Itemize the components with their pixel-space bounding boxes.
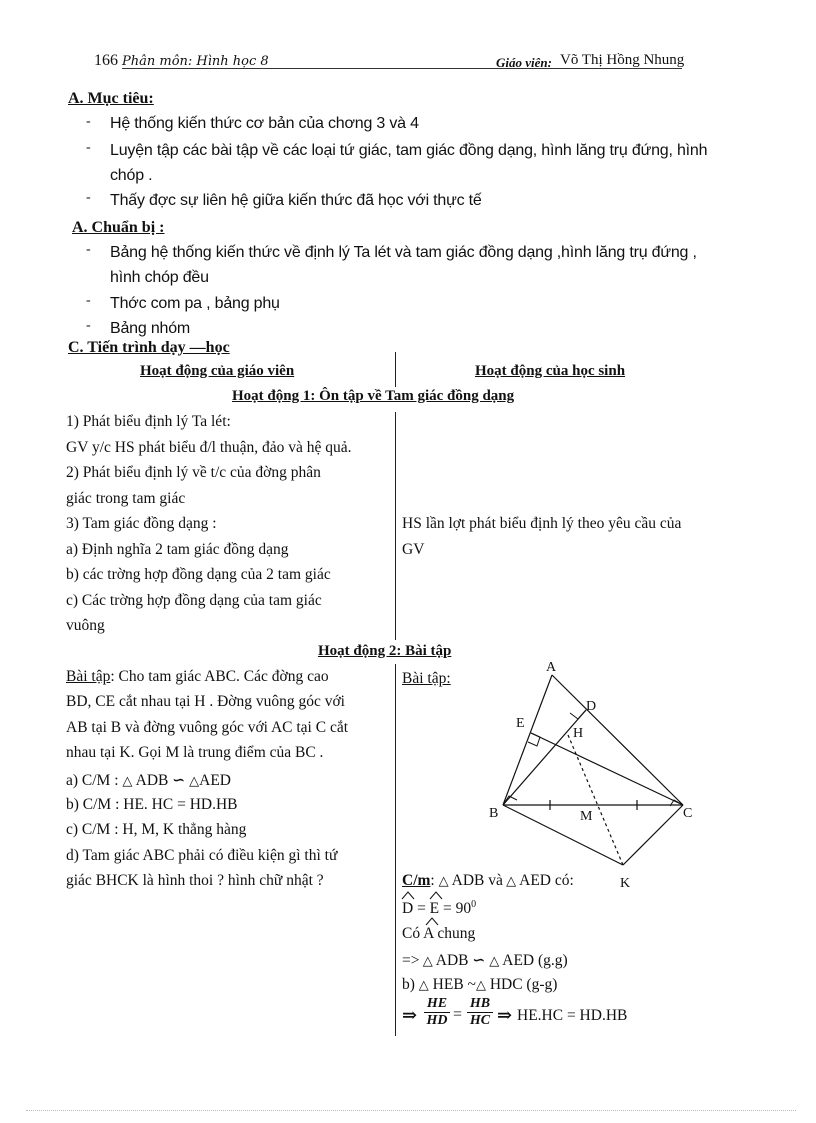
review-line: giác trong tam giác	[66, 490, 186, 507]
part-a-prefix: a) C/M :	[66, 772, 123, 789]
bullet-dash: -	[86, 190, 91, 205]
prep-2: Thớc com pa , bảng phụ	[110, 295, 280, 312]
triangle-symbol: △	[122, 773, 136, 788]
objective-2-cont: chóp .	[110, 167, 153, 184]
activity-2-title: Hoạt động 2: Bài tập	[318, 643, 452, 659]
review-line: c) Các trờng hợp đồng dạng của tam giác	[66, 592, 322, 609]
perp-ck	[623, 805, 683, 865]
exercise-line: AB tại B và đờng vuông góc với AC tại C cắt	[66, 719, 349, 736]
triangle-name: ADB	[135, 772, 169, 789]
section-a-title: A. Mục tiêu:	[68, 90, 154, 107]
solution-line-4	[402, 950, 568, 970]
teacher-label: Giáo viên:	[496, 55, 552, 70]
activity-1-title: Hoạt động 1: Ôn tập về Tam giác đồng dạng	[232, 388, 515, 404]
exercise-line: BD, CE cắt nhau tại H . Đờng vuông góc với	[66, 693, 345, 710]
review-line: 2) Phát biểu định lý về t/c của đờng phân	[66, 464, 321, 481]
label-h: H	[573, 726, 584, 741]
triangle-name: ADB và	[448, 872, 503, 889]
column-divider	[395, 352, 396, 387]
right-angle-mark	[570, 710, 586, 719]
label-c: C	[683, 806, 693, 821]
label-a: A	[546, 660, 557, 675]
similar-symbol: ∽	[468, 952, 490, 969]
triangle-name: HDC (g-g)	[485, 976, 558, 993]
degree-sup: 0	[471, 899, 477, 910]
prep-1: Bảng hệ thống kiến thức về định lý Ta lét và tam giác đồng dạng ,hình lăng trụ đứng ,	[110, 244, 697, 261]
triangle-symbol: △	[438, 873, 449, 888]
implies-arrow: ⇒	[402, 1005, 418, 1025]
part-d: d) Tam giác ABC phải có điều kiện gì thì tứ	[66, 847, 338, 864]
section-b-title: A. Chuẩn bị :	[72, 219, 165, 236]
triangle-symbol: △	[489, 953, 500, 968]
part-d-cont: giác BHCK là hình thoi ? hình chữ nhật ?	[66, 872, 324, 889]
side-ac	[552, 675, 683, 805]
label-m: M	[580, 809, 593, 824]
triangle-name: ADB	[432, 952, 469, 969]
frac-num: HB	[467, 996, 493, 1013]
teacher-column-header: Hoạt động của giáo viên	[140, 363, 295, 379]
label-k: K	[620, 876, 631, 891]
column-divider	[395, 412, 396, 640]
section-c-title: C. Tiến trình dạy —học	[68, 339, 230, 356]
bullet-dash: -	[86, 114, 91, 129]
solution-line-3: Có A chung	[402, 925, 476, 942]
cm-label: C/m	[402, 872, 431, 889]
triangle-name: AED (g.g)	[499, 952, 568, 969]
column-divider	[395, 664, 396, 1036]
review-line: b) các trờng hợp đồng dạng của 2 tam giác	[66, 566, 331, 583]
label-b: B	[489, 806, 499, 821]
part-c: c) C/M : H, M, K thẳng hàng	[66, 821, 247, 838]
bullet-dash: -	[86, 318, 91, 333]
teacher-name: Võ Thị Hồng Nhung	[560, 52, 685, 68]
frac-num: HE	[424, 996, 450, 1013]
prep-1-cont: hình chóp đều	[110, 269, 209, 286]
triangle-symbol: △	[475, 977, 486, 992]
triangle-symbol: △	[419, 953, 433, 968]
student-column-header: Hoạt động của học sinh	[475, 363, 626, 379]
angle-hat-marks	[400, 888, 450, 902]
similar-symbol: ∽	[168, 772, 190, 789]
triangle-name: AED	[199, 772, 231, 789]
triangle-name: AED có:	[516, 872, 574, 889]
exercise-line: nhau tại K. Gọi M là trung điểm của BC .	[66, 744, 324, 761]
angle-hat-mark	[424, 914, 440, 928]
student-response: HS lần lợt phát biểu định lý theo yêu cầu của	[402, 515, 682, 532]
part-prefix: b)	[402, 976, 419, 993]
page-number: 166	[94, 52, 118, 69]
part-b: b) C/M : HE. HC = HD.HB	[66, 796, 238, 813]
triangle-symbol: △	[418, 977, 429, 992]
implies-arrow: ⇒	[497, 1005, 513, 1025]
equals-sign: =	[453, 1006, 463, 1023]
exercise-text: : Cho tam giác ABC. Các đờng cao	[110, 668, 329, 685]
fraction-he-hd	[424, 996, 450, 1029]
review-line: 3) Tam giác đồng dạng :	[66, 515, 217, 532]
solution-line-5	[402, 976, 557, 994]
page-bottom-rule	[26, 1110, 796, 1111]
student-response: GV	[402, 541, 425, 558]
implies: =>	[402, 952, 420, 969]
subject-label: Phân môn: Hình học 8	[122, 54, 269, 69]
label-e: E	[516, 716, 525, 731]
bullet-dash: -	[86, 242, 91, 257]
bullet-dash: -	[86, 140, 91, 155]
exercise-line-1	[66, 668, 329, 686]
fraction-hb-hc	[467, 996, 493, 1029]
objective-1: Hệ thống kiến thức cơ bản của chơng 3 và 4	[110, 115, 419, 132]
header-rule	[122, 68, 682, 69]
exercise-label: Bài tập	[66, 668, 111, 685]
triangle-name: HEB ~	[428, 976, 476, 993]
colon: :	[430, 872, 439, 889]
review-line: a) Định nghĩa 2 tam giác đồng dạng	[66, 541, 289, 558]
prep-3: Bảng nhóm	[110, 320, 191, 337]
product-equality: HE.HC = HD.HB	[517, 1007, 628, 1024]
triangle-symbol: △	[189, 773, 200, 788]
bullet-dash: -	[86, 293, 91, 308]
review-line: 1) Phát biểu định lý Ta lét:	[66, 413, 231, 430]
objective-2: Luyện tập các bài tập về các loại tứ giác, tam giác đồng dạng, hình lăng trụ đứng, hình	[110, 142, 708, 159]
triangle-symbol: △	[502, 873, 517, 888]
angle-equality: D = E = 90	[402, 900, 472, 918]
perp-bk	[503, 805, 623, 865]
altitude-ce	[531, 733, 683, 805]
frac-den: HC	[469, 1013, 491, 1028]
label-d: D	[586, 699, 597, 714]
triangle-figure	[480, 655, 710, 895]
review-line: GV y/c HS phát biểu đ/l thuận, đảo và hệ quả.	[66, 439, 352, 456]
review-line: vuông	[66, 617, 105, 634]
student-exercise-label: Bài tập:	[402, 670, 451, 687]
frac-den: HD	[426, 1013, 448, 1028]
objective-3: Thấy đợc sự liên hệ giữa kiến thức đã học với thực tế	[110, 192, 482, 209]
part-a	[66, 770, 231, 790]
